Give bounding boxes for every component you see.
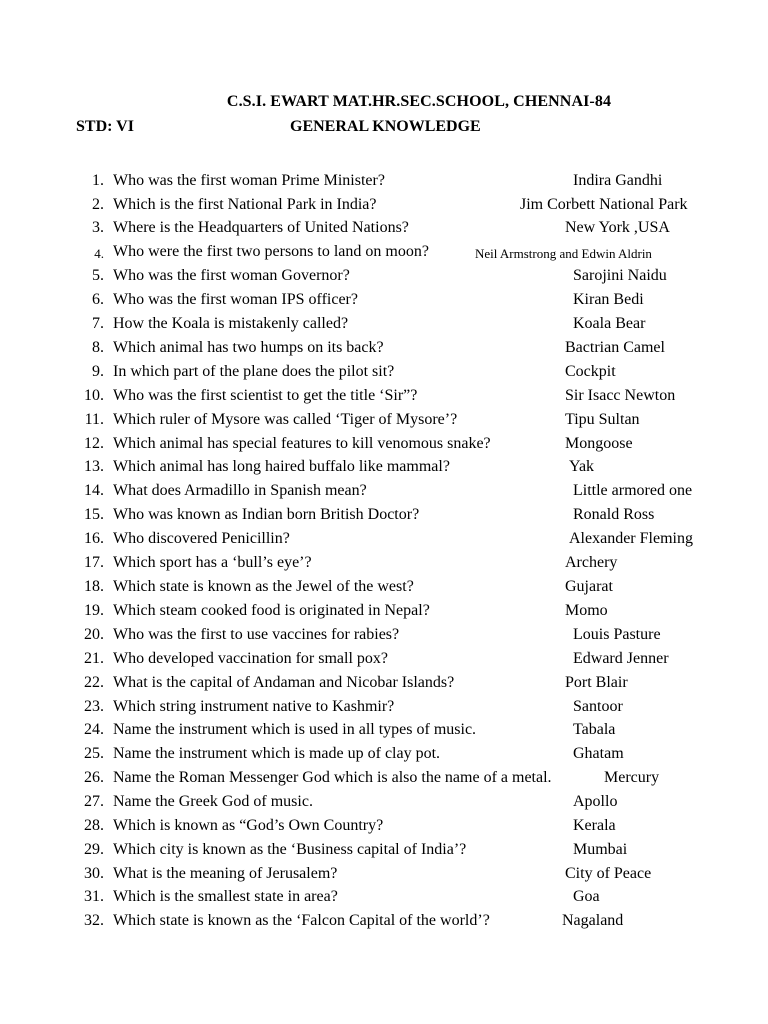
question-text: Which ruler of Mysore was called ‘Tiger of Mysore’? xyxy=(113,411,458,428)
question-text: Which state is known as the Jewel of the west? xyxy=(113,578,414,595)
answer-text: Bactrian Camel xyxy=(565,339,665,356)
question-row xyxy=(0,172,768,196)
answer-text: Yak xyxy=(569,458,595,475)
question-number: 5. xyxy=(92,267,104,284)
answer-text: Koala Bear xyxy=(573,315,646,332)
question-number: 10. xyxy=(84,387,104,404)
subject-title: GENERAL KNOWLEDGE xyxy=(290,118,481,135)
question-number: 28. xyxy=(84,817,104,834)
question-text: Name the instrument which is made up of clay pot. xyxy=(113,745,441,762)
question-number: 16. xyxy=(84,530,104,547)
question-number: 18. xyxy=(84,578,104,595)
question-text: Which animal has two humps on its back? xyxy=(113,339,384,356)
answer-text: Archery xyxy=(565,554,618,571)
question-number: 22. xyxy=(84,674,104,691)
question-text: Who discovered Penicillin? xyxy=(113,530,290,547)
question-number: 8. xyxy=(92,339,104,356)
answer-text: New York ,USA xyxy=(565,219,670,236)
question-number: 4. xyxy=(94,246,104,261)
question-row xyxy=(0,482,768,506)
school-name: C.S.I. EWART MAT.HR.SEC.SCHOOL, CHENNAI-84 xyxy=(226,93,612,110)
question-row xyxy=(0,196,768,220)
question-text: Who was the first scientist to get the title ‘Sir”? xyxy=(113,387,418,404)
answer-text: Gujarat xyxy=(565,578,613,595)
answer-text: Louis Pasture xyxy=(573,626,661,643)
question-number: 17. xyxy=(84,554,104,571)
question-text: Who was the first woman Prime Minister? xyxy=(113,172,385,189)
answer-text: Apollo xyxy=(573,793,618,810)
question-text: Which animal has special features to kill venomous snake? xyxy=(113,435,491,452)
question-number: 29. xyxy=(84,841,104,858)
question-text: In which part of the plane does the pilot sit? xyxy=(113,363,395,380)
question-row xyxy=(0,650,768,674)
question-number: 24. xyxy=(84,721,104,738)
answer-text: City of Peace xyxy=(565,865,652,882)
answer-text: Tipu Sultan xyxy=(565,411,640,428)
question-number: 6. xyxy=(92,291,104,308)
question-row xyxy=(0,315,768,339)
answer-text: Cockpit xyxy=(565,363,616,380)
question-text: Name the instrument which is used in all types of music. xyxy=(113,721,477,738)
question-text: Who was known as Indian born British Doctor? xyxy=(113,506,420,523)
question-text: Who was the first to use vaccines for rabies? xyxy=(113,626,400,643)
question-number: 2. xyxy=(92,196,104,213)
question-text: What is the capital of Andaman and Nicobar Islands? xyxy=(113,674,455,691)
question-row xyxy=(0,888,768,912)
answer-text: Port Blair xyxy=(565,674,628,691)
question-text: Who developed vaccination for small pox? xyxy=(113,650,389,667)
answer-text: Goa xyxy=(573,888,600,905)
question-row xyxy=(0,243,768,267)
question-row xyxy=(0,506,768,530)
question-row xyxy=(0,411,768,435)
question-text: Where is the Headquarters of United Nations? xyxy=(113,219,409,236)
question-number: 31. xyxy=(84,888,104,905)
question-number: 13. xyxy=(84,458,104,475)
answer-text: Kiran Bedi xyxy=(573,291,644,308)
question-row xyxy=(0,745,768,769)
answer-text: Mercury xyxy=(604,769,660,786)
answer-text: Sir Isacc Newton xyxy=(565,387,676,404)
question-row xyxy=(0,554,768,578)
answer-text: Nagaland xyxy=(562,912,624,929)
question-number: 20. xyxy=(84,626,104,643)
answer-text: Mongoose xyxy=(565,435,633,452)
answer-text: Tabala xyxy=(573,721,616,738)
answer-text: Momo xyxy=(565,602,608,619)
question-text: Name the Greek God of music. xyxy=(113,793,313,810)
question-row xyxy=(0,267,768,291)
answer-text: Edward Jenner xyxy=(573,650,669,667)
question-text: Which city is known as the ‘Business capital of India’? xyxy=(113,841,467,858)
question-row xyxy=(0,530,768,554)
answer-text: Ronald Ross xyxy=(573,506,655,523)
question-text: Which is known as “God’s Own Country? xyxy=(113,817,384,834)
answer-text: Neil Armstrong and Edwin Aldrin xyxy=(475,246,652,261)
question-row xyxy=(0,769,768,793)
question-text: Which is the first National Park in India? xyxy=(113,196,377,213)
question-row xyxy=(0,865,768,889)
question-text: What does Armadillo in Spanish mean? xyxy=(113,482,367,499)
question-row xyxy=(0,841,768,865)
question-number: 21. xyxy=(84,650,104,667)
question-row xyxy=(0,698,768,722)
answer-text: Santoor xyxy=(573,698,623,715)
answer-text: Jim Corbett National Park xyxy=(520,196,688,213)
question-text: Which sport has a ‘bull’s eye’? xyxy=(113,554,312,571)
question-row xyxy=(0,674,768,698)
question-row xyxy=(0,339,768,363)
question-row xyxy=(0,578,768,602)
question-text: Who were the first two persons to land on moon? xyxy=(113,243,429,260)
question-row xyxy=(0,912,768,936)
answer-text: Mumbai xyxy=(573,841,628,858)
question-number: 3. xyxy=(92,219,104,236)
answer-text: Little armored one xyxy=(573,482,693,499)
question-row xyxy=(0,458,768,482)
question-number: 12. xyxy=(84,435,104,452)
question-text: Which steam cooked food is originated in Nepal? xyxy=(113,602,430,619)
question-text: How the Koala is mistakenly called? xyxy=(113,315,349,332)
question-text: Which string instrument native to Kashmir? xyxy=(113,698,395,715)
question-text: What is the meaning of Jerusalem? xyxy=(113,865,338,882)
question-row xyxy=(0,291,768,315)
question-text: Which is the smallest state in area? xyxy=(113,888,338,905)
question-number: 23. xyxy=(84,698,104,715)
standard-label: STD: VI xyxy=(76,118,134,135)
question-text: Which animal has long haired buffalo like mammal? xyxy=(113,458,450,475)
question-number: 11. xyxy=(84,411,104,428)
answer-text: Sarojini Naidu xyxy=(573,267,667,284)
question-text: Which state is known as the ‘Falcon Capital of the world’? xyxy=(113,912,490,929)
question-row xyxy=(0,817,768,841)
question-row xyxy=(0,435,768,459)
answer-text: Indira Gandhi xyxy=(573,172,663,189)
question-row xyxy=(0,626,768,650)
question-text: Who was the first woman Governor? xyxy=(113,267,350,284)
question-row xyxy=(0,387,768,411)
answer-text: Ghatam xyxy=(573,745,624,762)
question-number: 14. xyxy=(84,482,104,499)
question-number: 9. xyxy=(92,363,104,380)
question-number: 1. xyxy=(92,172,104,189)
question-row xyxy=(0,721,768,745)
question-number: 7. xyxy=(92,315,104,332)
question-text: Name the Roman Messenger God which is also the name of a metal. xyxy=(113,769,552,786)
question-number: 15. xyxy=(84,506,104,523)
question-number: 19. xyxy=(84,602,104,619)
question-row xyxy=(0,219,768,243)
question-number: 27. xyxy=(84,793,104,810)
question-row xyxy=(0,602,768,626)
question-row xyxy=(0,363,768,387)
question-row xyxy=(0,793,768,817)
question-number: 25. xyxy=(84,745,104,762)
question-number: 30. xyxy=(84,865,104,882)
question-number: 26. xyxy=(84,769,104,786)
answer-text: Alexander Fleming xyxy=(569,530,693,547)
question-text: Who was the first woman IPS officer? xyxy=(113,291,358,308)
answer-text: Kerala xyxy=(573,817,616,834)
question-number: 32. xyxy=(84,912,104,929)
